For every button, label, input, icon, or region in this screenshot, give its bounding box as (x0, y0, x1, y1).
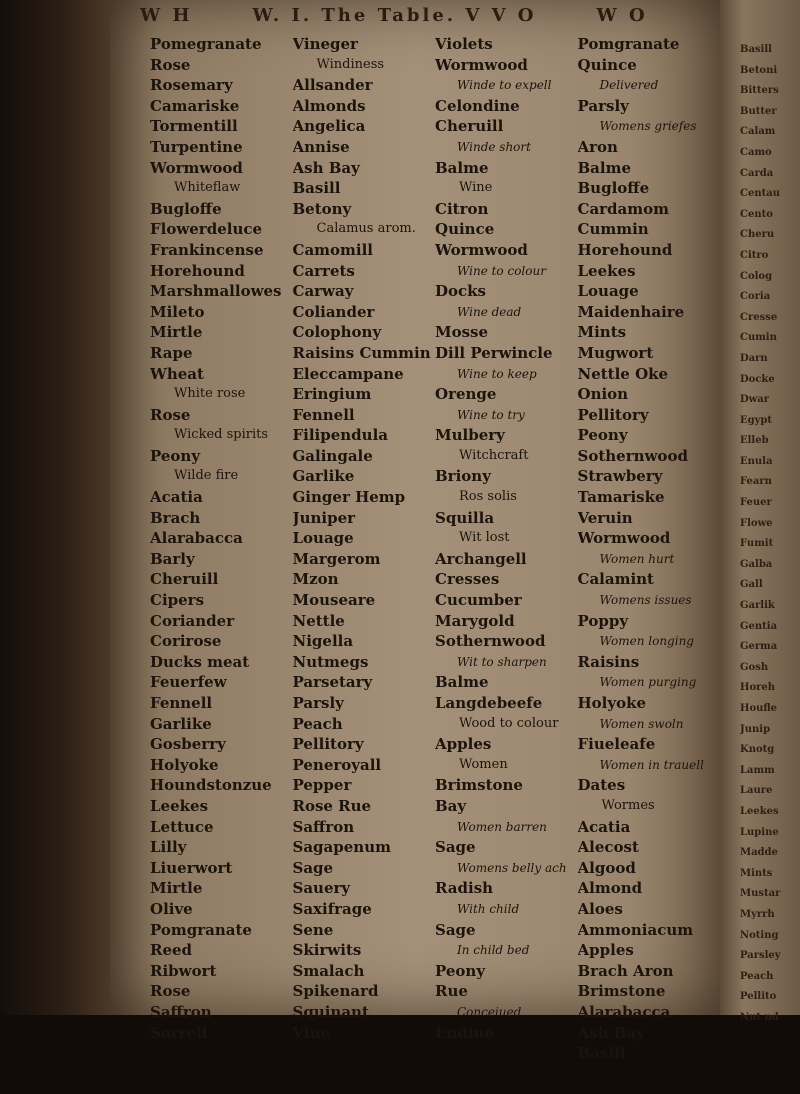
margin-entry: Citro (740, 249, 769, 261)
index-entry: Bugloffe (577, 179, 650, 198)
margin-entry: Mints (740, 867, 773, 879)
index-entry: Women hurt (599, 551, 675, 566)
index-entry: Women purging (599, 675, 697, 690)
index-entry: Rose (150, 405, 191, 424)
index-entry: With child (457, 901, 520, 916)
index-entry: Holyoke (150, 755, 219, 774)
index-entry: Fennell (150, 694, 213, 712)
index-entry: Women barren (457, 819, 547, 834)
index-entry: Sene (292, 920, 334, 939)
margin-entry: Cento (740, 208, 773, 220)
index-entry: Ash Bay (292, 158, 360, 177)
margin-entry: Houfle (740, 703, 778, 714)
index-entry: Cheruill (150, 570, 219, 589)
index-entry: Nigella (292, 632, 354, 651)
index-entry: Ash Bay (577, 1023, 645, 1042)
index-entry: Delivered (599, 78, 659, 93)
index-entry: Wormes (601, 797, 655, 813)
index-column-2 (293, 34, 436, 1064)
index-entry: Fiueleafe (577, 735, 656, 754)
index-entry: Nettle (292, 611, 345, 630)
margin-entry: Junip (740, 723, 771, 735)
index-entry: Wormwood (435, 240, 528, 259)
page-header (110, 0, 720, 30)
index-entry: Holyoke (577, 694, 647, 712)
index-entry: Apples (435, 735, 492, 754)
index-entry: Feuerfew (150, 673, 227, 692)
index-entry: Women swoln (599, 716, 684, 731)
index-entry: Skirwits (292, 941, 362, 960)
margin-entry: Peach (740, 970, 774, 982)
index-entry: Rosemary (150, 76, 233, 95)
margin-entry: Colog (740, 270, 773, 282)
header-right: W O (596, 4, 648, 26)
index-entry: Fennell (292, 405, 355, 424)
index-entry: Peach (292, 714, 343, 733)
index-entry: Mugwort (577, 343, 654, 362)
index-entry: Coliander (292, 302, 375, 321)
margin-entry: Docke (740, 373, 775, 385)
index-entry: Peony (150, 446, 201, 465)
index-entry: Citron (435, 199, 489, 218)
margin-entry: Feuer (740, 497, 772, 509)
index-entry: Celondine (435, 96, 520, 115)
index-entry: Whiteflaw (174, 180, 241, 196)
index-entry: Leekes (150, 796, 209, 815)
index-entry: Rose (150, 982, 191, 1001)
index-entry: Mints (577, 323, 627, 342)
index-entry: Wine to colour (457, 263, 546, 278)
index-entry: Ginger Hemp (292, 488, 406, 507)
index-entry: Langdebeefe (435, 694, 543, 712)
index-entry: Maidenhaire (577, 302, 685, 321)
index-entry: Carrets (292, 261, 355, 280)
index-entry: Squilla (435, 508, 495, 527)
index-entry: Docks (435, 282, 486, 301)
index-entry: Dates (577, 776, 626, 795)
margin-entry: Leekes (740, 805, 779, 817)
index-entry: Mirtle (150, 323, 203, 342)
index-entry: Cummin (577, 220, 649, 239)
index-entry: Ribwort (150, 961, 217, 980)
index-entry: Flowerdeluce (150, 220, 263, 239)
index-entry: Women in trauell (599, 757, 704, 772)
margin-entry: Laure (740, 785, 773, 797)
index-column-1 (150, 34, 293, 1064)
index-entry: Mouseare (292, 591, 376, 610)
index-entry: Apples (577, 941, 634, 960)
index-entry: Onion (577, 385, 629, 404)
index-entry: Raisins Cummin (292, 343, 431, 362)
index-entry: Liuerwort (150, 858, 233, 877)
index-entry: Ros solis (459, 489, 517, 505)
index-entry: In child bed (457, 943, 530, 958)
index-entry: Squinant (292, 1002, 369, 1021)
index-entry: Sage (435, 920, 476, 939)
index-entry: Spikenard (292, 982, 379, 1001)
index-entry: Basill (292, 179, 341, 198)
index-entry: Briony (435, 467, 491, 486)
index-entry: Conceiued (457, 1004, 522, 1019)
index-entry: Garlike (150, 714, 212, 733)
margin-entry: Bitters (740, 85, 779, 97)
index-entry: Calamus arom. (316, 221, 416, 237)
index-entry: Colophony (292, 323, 382, 342)
index-column-3 (435, 34, 578, 1064)
index-entry: Nettle Oke (577, 364, 669, 383)
margin-entry: Noting (740, 929, 779, 941)
margin-entry: Mustar (740, 888, 781, 900)
index-column-4 (578, 34, 721, 1064)
index-entry: Acatia (577, 817, 631, 836)
index-entry: Ammoniacum (577, 920, 694, 939)
index-entry: Annise (292, 137, 350, 156)
margin-entry: Horeh (740, 682, 776, 694)
index-entry: Sauery (292, 879, 351, 898)
index-entry: Gosberry (150, 735, 226, 754)
index-entry: Allsander (292, 76, 373, 95)
index-entry: Eleccampane (292, 364, 404, 383)
index-entry: Wine (459, 180, 493, 196)
index-entry: Louage (577, 282, 639, 301)
index-entry: Women (459, 756, 508, 772)
index-entry: Mzon (292, 570, 339, 589)
index-entry: Saxifrage (292, 899, 372, 918)
index-entry: Women longing (599, 634, 694, 649)
index-entry: Peony (435, 961, 486, 980)
margin-entry: Myrrh (740, 908, 775, 920)
index-entry: Alecost (577, 838, 639, 857)
index-entry: Orenge (435, 385, 497, 404)
index-entry: Raisins (577, 652, 640, 671)
index-entry: Sage (435, 838, 476, 857)
index-entry: Quince (435, 220, 495, 239)
book-spine-shadow (0, 0, 110, 1094)
margin-entry: Flowe (740, 517, 773, 529)
margin-entry: Germa (740, 641, 778, 653)
index-entry: Almonds (292, 96, 366, 115)
margin-entry: Dwar (740, 394, 770, 406)
header-center: W. I. The Table. V V O (252, 4, 537, 26)
index-entry: Eringium (292, 385, 372, 404)
index-entry: Nutmegs (292, 652, 369, 671)
margin-entry: Cheru (740, 229, 775, 241)
index-entry: Tamariske (577, 488, 665, 507)
index-entry: Peneroyall (292, 755, 382, 774)
index-entry: Mirtle (150, 879, 203, 898)
index-entry: Parsly (577, 96, 629, 115)
margin-entry: Camo (740, 146, 772, 158)
index-entry: Horehound (577, 240, 673, 259)
index-entry: Rue (435, 982, 468, 1001)
index-entry: Reed (150, 941, 193, 960)
index-entry: Brimstone (435, 776, 523, 795)
index-entry: Pepper (292, 776, 352, 795)
index-entry: Brach Aron (577, 961, 674, 980)
index-entry: Wit lost (459, 530, 510, 546)
index-entry: Pomgranate (150, 920, 252, 939)
index-entry: Balme (435, 158, 489, 177)
index-entry: Corirose (150, 632, 222, 651)
index-entry: Rose (150, 55, 191, 74)
index-entry: Louage (292, 529, 354, 548)
margin-entry: Calam (740, 126, 776, 138)
index-entry: Strawbery (577, 467, 663, 486)
index-entry: Sage (292, 858, 334, 877)
margin-entry: Fearn (740, 476, 772, 488)
margin-entry: Carda (740, 167, 774, 179)
index-entry: Wine to keep (457, 366, 537, 381)
index-entry: Cucumber (435, 591, 522, 610)
margin-entry: Gosh (740, 661, 769, 673)
index-entry: Dill Perwincle (435, 343, 553, 362)
index-entry: Cheruill (435, 117, 504, 136)
index-entry: Aron (577, 137, 618, 156)
index-entry: Acatia (150, 488, 203, 507)
margin-entry: Centau (740, 188, 780, 200)
index-entry: Balme (435, 673, 489, 692)
margin-entry: Parsley (740, 950, 781, 962)
index-entry: Parsly (292, 694, 344, 712)
index-entry: Veruin (577, 508, 633, 527)
index-entry: Barly (150, 549, 195, 568)
index-entry: Olive (150, 899, 193, 918)
index-entry: Windiness (316, 56, 385, 72)
index-entry: Cipers (150, 591, 205, 610)
index-entry: Wood to colour (459, 715, 559, 731)
index-entry: Wilde fire (174, 468, 239, 484)
index-entry: Sothernwood (577, 446, 688, 465)
index-entry: Rose Rue (292, 796, 372, 815)
index-entry: Mileto (150, 302, 205, 321)
index-entry: Ducks meat (150, 652, 250, 671)
index-entry: Vine (292, 1023, 331, 1042)
margin-entry: Egypt (740, 414, 773, 426)
margin-entry: Madde (740, 847, 778, 859)
margin-entry: Pellito (740, 991, 777, 1003)
index-entry: Galingale (292, 446, 373, 465)
index-entry: Pellitory (577, 405, 649, 424)
index-entry: Peony (577, 426, 628, 445)
index-entry: Juniper (292, 508, 356, 527)
index-entry: Pomegranate (150, 35, 262, 53)
index-entry: Wormwood (577, 529, 671, 548)
index-entry: Sagapenum (292, 838, 391, 857)
index-entry: Wicked spirits (174, 427, 269, 443)
index-entry: Womens griefes (599, 119, 697, 134)
index-entry: Poppy (577, 611, 629, 630)
index-entry: Rape (150, 343, 193, 362)
index-entry: Quince (577, 55, 637, 74)
index-entry: Saffron (292, 817, 355, 836)
index-entry: Algood (577, 858, 636, 877)
index-entry: Angelica (292, 117, 366, 136)
index-entry: Coriander (150, 611, 235, 630)
margin-entry: Enula (740, 455, 773, 467)
index-entry: Balme (577, 158, 632, 177)
margin-entry: Fumit (740, 538, 774, 550)
margin-entry: Knotg (740, 744, 775, 756)
index-entry: Garlike (292, 467, 355, 486)
index-entry: Winde short (457, 139, 531, 154)
index-entry: Houndstonzue (150, 776, 272, 795)
index-entry: Bay (435, 796, 467, 815)
index-entry: Womens belly ach (457, 860, 567, 875)
index-entry: Alarabacca (150, 529, 243, 548)
index-entry: Camariske (150, 96, 240, 115)
index-entry: Leekes (577, 261, 636, 280)
index-entry: Carway (292, 282, 354, 301)
index-entry: Pellitory (292, 735, 364, 754)
index-entry: Parsetary (292, 673, 373, 692)
index-entry: White rose (174, 386, 246, 402)
index-entry: Endiue (435, 1023, 494, 1042)
margin-entry: Nut nd (740, 1011, 779, 1023)
margin-entry: Gentia (740, 620, 778, 632)
index-entry: Turpentine (150, 137, 243, 156)
index-entry: Marshmallowes (150, 282, 282, 301)
margin-entry: Galba (740, 558, 773, 570)
margin-entry: Darn (740, 352, 768, 364)
index-entry: Lilly (150, 838, 187, 857)
index-entry: Wine dead (457, 304, 522, 319)
index-entry: Saffron (150, 1002, 212, 1021)
index-entry: Horehound (150, 261, 245, 280)
header-left: W H (140, 4, 193, 26)
margin-entry: Cresse (740, 311, 778, 323)
margin-entry: Betoni (740, 64, 778, 76)
index-entry: Witchcraft (459, 447, 529, 463)
margin-entry: Butter (740, 105, 777, 117)
index-entry: Almond (577, 879, 643, 898)
index-entry: Wormwood (435, 55, 528, 74)
margin-entry: Elleb (740, 435, 769, 447)
index-entry: Wheat (150, 364, 204, 383)
margin-entry: Lupine (740, 826, 779, 838)
index-entry: Bugloffe (150, 199, 222, 218)
index-entry: Basill (577, 1044, 626, 1063)
index-entry: Lettuce (150, 817, 214, 836)
index-entry: Archangell (435, 549, 527, 568)
index-entry: Cardamom (577, 199, 670, 218)
index-entry: Smalach (292, 961, 365, 980)
index-entry: Cresses (435, 570, 500, 589)
index-entry: Vineger (292, 35, 358, 53)
index-entry: Brimstone (577, 982, 666, 1001)
facing-page-margin (740, 40, 800, 1029)
index-entry: Camomill (292, 240, 374, 259)
index-entry: Brach (150, 508, 201, 527)
index-entry: Radish (435, 879, 494, 898)
index-columns (150, 34, 720, 1064)
margin-entry: Lamm (740, 764, 775, 776)
index-entry: Wit to sharpen (457, 654, 547, 669)
index-entry: Filipendula (292, 426, 388, 445)
margin-entry: Gall (740, 579, 763, 591)
index-entry: Betony (292, 199, 352, 218)
index-entry: Wormwood (150, 158, 243, 177)
margin-entry: Cumin (740, 332, 777, 344)
index-entry: Tormentill (150, 117, 238, 136)
index-entry: Frankincense (150, 240, 264, 259)
index-entry: Margerom (292, 549, 381, 568)
index-entry: Sothernwood (435, 632, 546, 651)
margin-entry: Coria (740, 291, 771, 303)
index-entry: Marygold (435, 611, 515, 630)
index-entry: Mulbery (435, 426, 505, 445)
index-entry: Violets (435, 35, 493, 53)
margin-entry: Garlik (740, 600, 775, 612)
margin-entry: Basill (740, 44, 772, 55)
index-entry: Winde to expell (457, 78, 552, 93)
index-entry: Pomgranate (577, 35, 680, 53)
index-entry: Mosse (435, 323, 489, 342)
index-entry: Alarabacca (577, 1002, 671, 1021)
index-entry: Calamint (577, 570, 654, 589)
index-entry: Womens issues (599, 593, 692, 608)
index-entry: Aloes (577, 899, 623, 918)
index-entry: Wine to try (457, 407, 525, 422)
index-entry: Sorrell (150, 1023, 208, 1042)
